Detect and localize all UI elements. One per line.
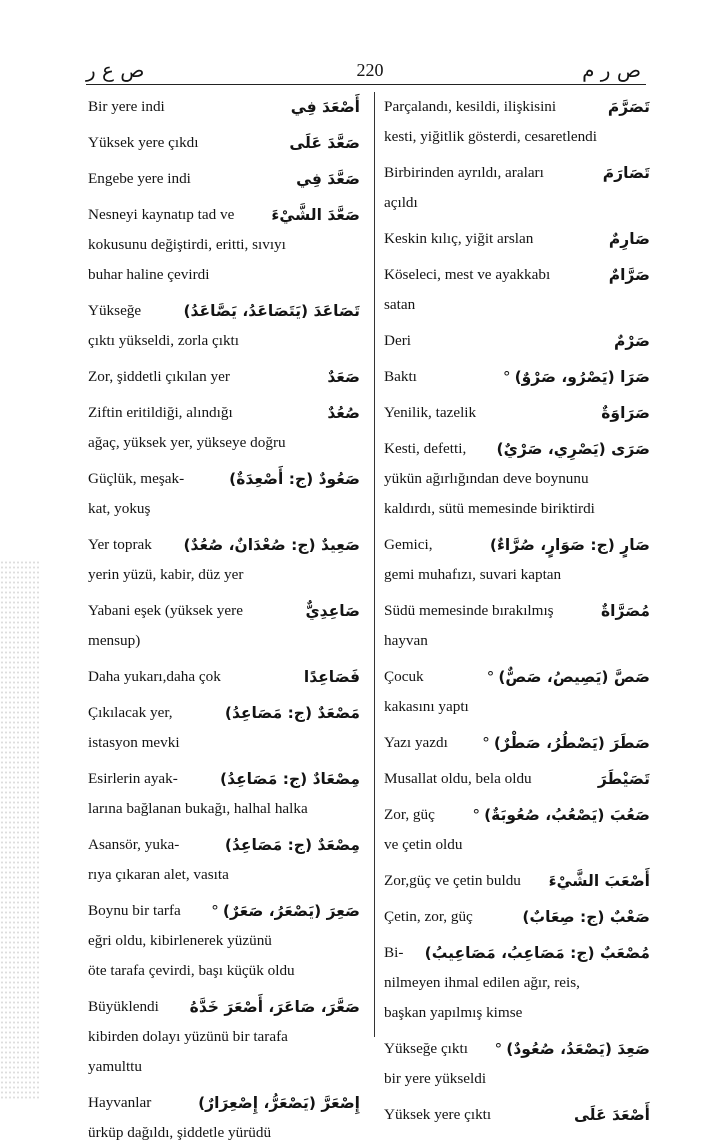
dictionary-entry — [88, 1088, 360, 1148]
arabic-headword — [472, 806, 650, 824]
entry-line — [88, 1088, 360, 1118]
entry-line — [88, 896, 360, 926]
entry-definition-continuation: yerin yüzü, kabir, düz yer — [88, 566, 244, 583]
entry-line — [384, 1100, 650, 1130]
arabic-headword — [296, 170, 360, 188]
headword-text: صَرَا (يَصْرُو، صَرْوٌ) — [514, 368, 650, 386]
dictionary-entry — [88, 296, 360, 356]
entry-line — [384, 326, 650, 356]
arabic-headword — [327, 368, 360, 386]
entry-definition-continuation: kaldırdı, sütü memesinde biriktirdi — [384, 500, 595, 517]
dictionary-entry — [384, 224, 650, 254]
arabic-headword — [497, 440, 650, 458]
entry-line — [384, 92, 650, 122]
entry-definition: Çetin, zor, güç — [384, 908, 473, 925]
arabic-headword — [289, 134, 360, 152]
headword-text: صَعُودٌ (ج: أَصْعِدَةٌ) — [229, 470, 360, 488]
entry-line — [88, 464, 360, 494]
root-bullet-icon: ° — [486, 668, 495, 686]
entry-line — [384, 800, 650, 830]
dictionary-entry — [384, 398, 650, 428]
page-edge-texture — [0, 560, 40, 1099]
headword-text: صَرَاوَةٌ — [601, 404, 650, 422]
entry-definition: Çocuk — [384, 668, 424, 685]
dictionary-column-right — [384, 92, 650, 1124]
entry-definition-continuation: satan — [384, 296, 416, 313]
arabic-headword — [198, 1094, 360, 1112]
entry-definition-continuation: istasyon mevki — [88, 734, 180, 751]
entry-line — [384, 362, 650, 392]
entry-line — [384, 830, 650, 860]
entry-definition-continuation: öte tarafa çevirdi, başı küçük oldu — [88, 962, 295, 979]
dictionary-entry — [88, 200, 360, 290]
headword-text: صَعِيدٌ (ج: صُعْدَانٌ، صُعُدٌ) — [183, 536, 360, 554]
entry-definition-continuation: gemi muhafızı, suvari kaptan — [384, 566, 562, 583]
entry-line — [88, 596, 360, 626]
entry-definition-continuation: rıya çıkaran alet, vasıta — [88, 866, 229, 883]
entry-definition: Yer toprak — [88, 536, 152, 553]
entry-line — [384, 494, 650, 524]
entry-definition-continuation: yamulttu — [88, 1058, 142, 1075]
header-rule — [86, 84, 646, 85]
headword-text: أَصْعَدَ فِي — [290, 98, 360, 116]
dictionary-entry — [88, 530, 360, 590]
arabic-headword — [305, 602, 360, 620]
arabic-headword — [225, 704, 360, 722]
entry-definition: Esirlerin ayak- — [88, 770, 178, 787]
entry-line — [88, 662, 360, 692]
entry-definition: Nesneyi kaynatıp tad ve — [88, 206, 235, 223]
entry-line — [88, 764, 360, 794]
headword-text: تَصَاعَدَ (يَتَصَاعَدُ، يَصَّاعَدُ) — [183, 302, 360, 320]
dictionary-entry — [88, 464, 360, 524]
entry-definition: Güçlük, meşak- — [88, 470, 185, 487]
entry-definition-continuation: hayvan — [384, 632, 428, 649]
entry-definition: Köseleci, mest ve ayakkabı — [384, 266, 551, 283]
entry-definition: Deri — [384, 332, 411, 349]
arabic-headword — [603, 164, 650, 182]
entry-definition-continuation: kokusunu değiştirdi, eritti, sıvıyı — [88, 236, 286, 253]
headword-text: صَعَدٌ — [327, 368, 360, 386]
entry-line — [384, 998, 650, 1028]
arabic-headword — [190, 998, 360, 1016]
entry-definition: Parçalandı, kesildi, ilişkisini — [384, 98, 557, 115]
entry-definition-continuation: kat, yokuş — [88, 500, 151, 517]
headword-text: صَعَّرَ، صَاعَرَ، أَصْعَرَ خَدَّهُ — [189, 998, 360, 1016]
entry-line — [88, 164, 360, 194]
page-number: 220 — [356, 60, 384, 80]
entry-line — [88, 200, 360, 230]
root-bullet-icon: ° — [482, 734, 490, 752]
entry-definition: Baktı — [384, 368, 417, 385]
entry-line — [384, 224, 650, 254]
arabic-headword — [574, 1106, 650, 1124]
headword-text: صَرْمٌ — [614, 332, 650, 350]
headword-text: صَعَّدَ عَلَى — [289, 134, 360, 152]
entry-line — [88, 860, 360, 890]
entry-definition-continuation: kakasını yaptı — [384, 698, 469, 715]
entry-definition: Bir yere indi — [88, 98, 165, 115]
headword-text: فَصَاعِدًا — [303, 668, 360, 686]
entry-line — [88, 92, 360, 122]
entry-line — [88, 560, 360, 590]
arabic-headword — [522, 908, 650, 926]
entry-line — [384, 902, 650, 932]
entry-line — [88, 230, 360, 260]
entry-definition: Büyüklendi — [88, 998, 159, 1015]
entry-definition-continuation: ağaç, yüksek yer, yükseye doğru — [88, 434, 286, 451]
arabic-headword — [425, 944, 650, 962]
dictionary-entry — [384, 596, 650, 656]
entry-line — [384, 692, 650, 722]
dictionary-entry — [88, 662, 360, 692]
dictionary-entry — [88, 164, 360, 194]
entry-definition-continuation: açıldı — [384, 194, 418, 211]
arabic-headword — [614, 332, 650, 350]
arabic-headword — [271, 206, 360, 224]
arabic-headword — [211, 902, 360, 920]
headword-text: مُصَرَّاةٌ — [601, 602, 650, 620]
entry-definition-continuation: eğri oldu, kibirlenerek yüzünü — [88, 932, 272, 949]
arabic-headword — [609, 266, 650, 284]
entry-definition: Musallat oldu, bela oldu — [384, 770, 532, 787]
entry-line — [88, 128, 360, 158]
entry-definition: Yenilik, tazelik — [384, 404, 477, 421]
entry-definition: Yabani eşek (yüksek yere — [88, 602, 243, 619]
headword-text: تَصَرَّمَ — [607, 98, 650, 116]
entry-line — [88, 1022, 360, 1052]
arabic-headword — [291, 98, 360, 116]
entry-line — [384, 1034, 650, 1064]
root-bullet-icon: ° — [502, 368, 511, 386]
headword-text: مَصْعَدٌ (ج: مَصَاعِدُ) — [224, 704, 360, 722]
entry-line — [88, 326, 360, 356]
entry-line — [384, 968, 650, 998]
entry-definition: Yüksek yere çıktı — [384, 1106, 492, 1123]
arabic-headword — [601, 404, 650, 422]
entry-definition-continuation: kibirden dolayı yüzünü bir tarafa — [88, 1028, 288, 1045]
entry-line — [88, 830, 360, 860]
entry-line — [88, 494, 360, 524]
headword-text: صَعَّدَ فِي — [296, 170, 360, 188]
arabic-headword — [495, 1040, 650, 1058]
headword-text: صَعُبَ (يَصْعُبُ، صُعُوبَةٌ) — [484, 806, 650, 824]
dictionary-entry — [88, 830, 360, 890]
dictionary-entry — [384, 1034, 650, 1094]
root-bullet-icon: ° — [494, 1040, 503, 1058]
dictionary-entry — [88, 128, 360, 158]
headword-text: أَصْعَبَ الشَّيْءَ — [548, 872, 650, 890]
dictionary-entry — [384, 530, 650, 590]
headword-text: صُعُدٌ — [327, 404, 360, 422]
entry-definition: Daha yukarı,daha çok — [88, 668, 221, 685]
entry-definition: Hayvanlar — [88, 1094, 152, 1111]
headword-text: صَعْبٌ (ج: صِعَابٌ) — [522, 908, 650, 926]
dictionary-entry — [384, 1100, 650, 1130]
dictionary-entry — [88, 896, 360, 986]
entry-line — [384, 530, 650, 560]
dictionary-entry — [88, 596, 360, 656]
entry-line — [88, 1052, 360, 1082]
entry-definition-continuation: kesti, yiğitlik gösterdi, cesaretlendi — [384, 128, 597, 145]
root-bullet-icon: ° — [472, 806, 481, 824]
dictionary-entry — [384, 158, 650, 218]
arabic-headword — [183, 302, 360, 320]
entry-definition-continuation: ve çetin oldu — [384, 836, 463, 853]
arabic-headword — [609, 230, 650, 248]
entry-definition: Engebe yere indi — [88, 170, 191, 187]
headword-text: تَصَارَمَ — [602, 164, 650, 182]
headword-text: صَارٍ (ج: صَوَارٍ، صُرَّاءٌ) — [489, 536, 650, 554]
entry-definition-continuation: çıktı yükseldi, zorla çıktı — [88, 332, 239, 349]
headword-text: صَصَّ (يَصِيصُ، صَصٌّ) — [498, 668, 650, 686]
entry-line — [88, 362, 360, 392]
arabic-headword — [490, 536, 650, 554]
dictionary-entry — [384, 362, 650, 392]
entry-line — [88, 296, 360, 326]
arabic-headword — [220, 770, 360, 788]
headword-text: صَعَّدَ الشَّيْءَ — [271, 206, 360, 224]
entry-definition: Südü memesinde bırakılmış — [384, 602, 554, 619]
entry-definition: Keskin kılıç, yiğit arslan — [384, 230, 534, 247]
entry-definition: Asansör, yuka- — [88, 836, 180, 853]
entry-definition: Çıkılacak yer, — [88, 704, 173, 721]
entry-definition: Yazı yazdı — [384, 734, 448, 751]
entry-line — [384, 764, 650, 794]
dictionary-entry — [384, 938, 650, 1028]
entry-line — [384, 434, 650, 464]
dictionary-entry — [384, 434, 650, 524]
arabic-headword — [601, 602, 650, 620]
entry-definition: Yüksek yere çıkdı — [88, 134, 199, 151]
dictionary-entry — [384, 800, 650, 860]
entry-line — [384, 626, 650, 656]
entry-line — [384, 188, 650, 218]
arabic-headword — [183, 536, 360, 554]
entry-definition: Kesti, defetti, — [384, 440, 467, 457]
dictionary-entry — [88, 398, 360, 458]
headword-text: أَصْعَدَ عَلَى — [574, 1106, 650, 1124]
entry-line — [384, 662, 650, 692]
entry-line — [384, 290, 650, 320]
dictionary-entry — [384, 728, 650, 758]
entry-definition: Gemici, — [384, 536, 433, 553]
arabic-headword — [598, 770, 650, 788]
headword-text: إِصْعَرَّ (يَصْعَرُّ، إِصْعِرَارٌ) — [198, 1094, 360, 1112]
dictionary-entry — [384, 662, 650, 722]
entry-line — [384, 596, 650, 626]
entry-definition: Yükseğe çıktı — [384, 1040, 468, 1057]
arabic-headword — [549, 872, 650, 890]
column-divider — [374, 92, 375, 1037]
entry-line — [88, 992, 360, 1022]
dictionary-entry — [88, 362, 360, 392]
entry-line — [384, 728, 650, 758]
root-bullet-icon: ° — [211, 902, 219, 920]
arabic-headword — [225, 836, 360, 854]
entry-line — [384, 398, 650, 428]
arabic-headword — [482, 734, 650, 752]
entry-definition: Birbirinden ayrıldı, araları — [384, 164, 544, 181]
entry-line — [384, 1064, 650, 1094]
entry-line — [88, 926, 360, 956]
header-right-letters: ص ر م — [582, 58, 641, 82]
entry-definition: Yükseğe — [88, 302, 142, 319]
headword-text: مِصْعَدٌ (ج: مَصَاعِدُ) — [224, 836, 360, 854]
dictionary-entry — [384, 326, 650, 356]
entry-definition: Zor, şiddetli çıkılan yer — [88, 368, 230, 385]
entry-definition-continuation: yükün ağırlığından deve boynunu — [384, 470, 589, 487]
entry-definition-continuation: başkan yapılmış kimse — [384, 1004, 523, 1021]
entry-line — [88, 530, 360, 560]
headword-text: صَرَى (يَصْرِي، صَرْيٌ) — [496, 440, 650, 458]
entry-definition: Zor,güç ve çetin buldu — [384, 872, 521, 889]
entry-line — [384, 260, 650, 290]
dictionary-entry — [88, 992, 360, 1082]
entry-definition: Bi- — [384, 944, 404, 961]
entry-line — [88, 698, 360, 728]
entry-line — [88, 260, 360, 290]
entry-line — [88, 728, 360, 758]
headword-text: مِصْعَادٌ (ج: مَصَاعِدُ) — [220, 770, 360, 788]
dictionary-column-left — [88, 92, 360, 1141]
entry-definition-continuation: larına bağlanan bukağı, halhal halka — [88, 800, 308, 817]
entry-definition-continuation: ürküp dağıldı, şiddetle yürüdü — [88, 1124, 272, 1141]
dictionary-entry — [88, 698, 360, 758]
headword-text: صَاعِدِيٌّ — [305, 602, 360, 620]
entry-line — [88, 1118, 360, 1148]
entry-line — [384, 866, 650, 896]
entry-definition-continuation: bir yere yükseldi — [384, 1070, 487, 1087]
arabic-headword — [327, 404, 360, 422]
dictionary-entry — [88, 764, 360, 824]
entry-definition: Zor, güç — [384, 806, 435, 823]
dictionary-entry — [384, 260, 650, 320]
entry-definition: Boynu bir tarfa — [88, 902, 181, 919]
headword-text: صَرَّامٌ — [608, 266, 650, 284]
headword-text: مُصْعَبٌ (ج: مَصَاعِبُ، مَصَاعِيبُ) — [424, 944, 650, 962]
dictionary-entry — [88, 92, 360, 122]
dictionary-entry — [384, 866, 650, 896]
headword-text: صَارِمٌ — [608, 230, 650, 248]
arabic-headword — [608, 98, 650, 116]
arabic-headword — [487, 668, 650, 686]
entry-line — [88, 794, 360, 824]
headword-text: صَعِرَ (يَصْعَرُ، صَعَرٌ) — [222, 902, 360, 920]
headword-text: صَعِدَ (يَصْعَدُ، صُعُودٌ) — [506, 1040, 650, 1058]
entry-line — [384, 122, 650, 152]
arabic-headword — [304, 668, 360, 686]
entry-line — [384, 560, 650, 590]
headword-text: صَطَرَ (يَصْطُرُ، صَطْرٌ) — [493, 734, 650, 752]
entry-line — [88, 398, 360, 428]
entry-line — [88, 956, 360, 986]
entry-line — [384, 464, 650, 494]
dictionary-entry — [384, 92, 650, 152]
header-left-letters: ص ع ر — [86, 58, 145, 82]
arabic-headword — [229, 470, 360, 488]
entry-definition-continuation: buhar haline çevirdi — [88, 266, 210, 283]
headword-text: تَصَيْطَرَ — [597, 770, 650, 788]
entry-definition-continuation: nilmeyen ihmal edilen ağır, reis, — [384, 974, 580, 991]
entry-line — [88, 626, 360, 656]
entry-line — [88, 428, 360, 458]
entry-line — [384, 158, 650, 188]
dictionary-entry — [384, 764, 650, 794]
entry-definition: Ziftin eritildiği, alındığı — [88, 404, 233, 421]
entry-line — [384, 938, 650, 968]
dictionary-entry — [384, 902, 650, 932]
arabic-headword — [503, 368, 650, 386]
entry-definition-continuation: mensup) — [88, 632, 141, 649]
